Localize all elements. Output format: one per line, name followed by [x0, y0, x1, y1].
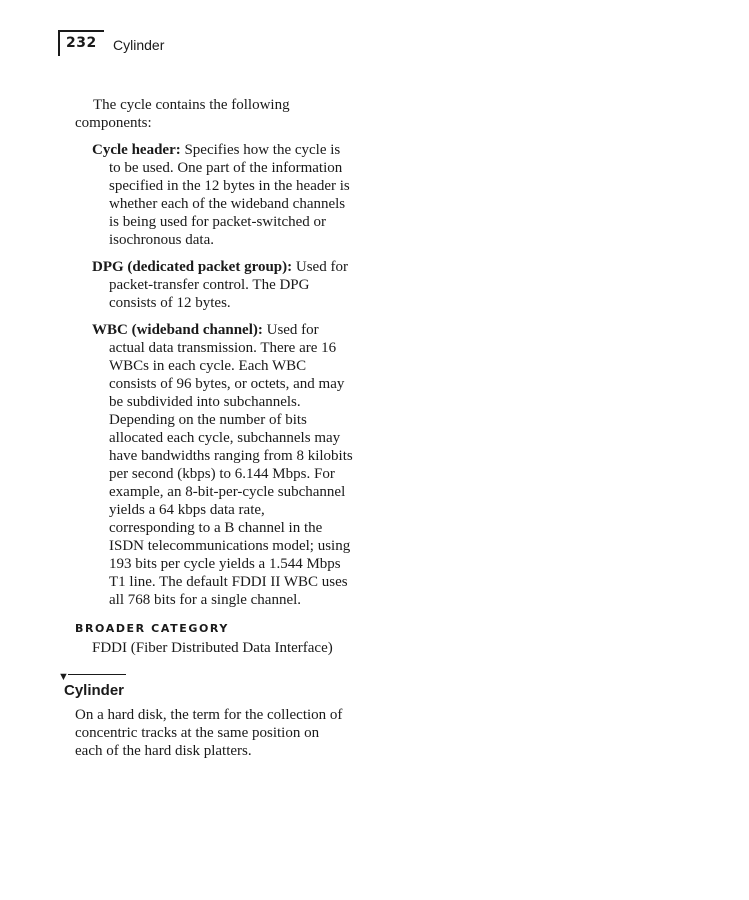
- entry-text: Specifies how the cycle is to be used. One part of the information specified in the 12 bytes in the header is whether each of the wideband channels is being used for packet-switched or isochronous data.: [109, 142, 350, 248]
- broader-category-value: FDDI (Fiber Distributed Data Interface): [92, 640, 333, 656]
- list-item: [92, 141, 354, 249]
- entry-term: DPG (dedicated packet group):: [92, 259, 293, 275]
- entry-text: Used for actual data transmission. There are 16 WBCs in each cycle. Each WBC consists of 96 bytes, or octets, and may be subdivided into subchannels. Depending on the number of bits allocated each cycle, subchannels may have bandwidths ranging from 8 kilobits per second (kbps) to 6.144 Mbps. For example, an 8-bit-per-cycle subchannel yields a 64 kbps data rate, corresponding to a B channel in the ISDN telecommunications model; using 193 bits per cycle yields a 1.544 Mbps T1 line. The default FDDI II WBC uses all 768 bits for a single channel.: [109, 322, 353, 608]
- component-list: [92, 141, 354, 618]
- list-item: [92, 258, 354, 312]
- page-number: 232: [66, 35, 97, 51]
- section-title: Cylinder: [64, 682, 125, 699]
- entry-term: Cycle header:: [92, 142, 181, 158]
- entry-term: WBC (wideband channel):: [92, 322, 263, 338]
- triangle-down-icon: ▼: [58, 671, 69, 683]
- list-item: [92, 321, 354, 609]
- entry-text: Used for packet-transfer control. The DPG consists of 12 bytes.: [109, 259, 348, 311]
- section-divider: [68, 674, 126, 675]
- intro-paragraph: The cycle contains the following components:: [75, 97, 290, 131]
- running-head: Cylinder: [113, 37, 165, 53]
- broader-category-label: BROADER CATEGORY: [75, 622, 229, 635]
- section-body: On a hard disk, the term for the collection of concentric tracks at the same position on each of the hard disk platters.: [75, 707, 343, 759]
